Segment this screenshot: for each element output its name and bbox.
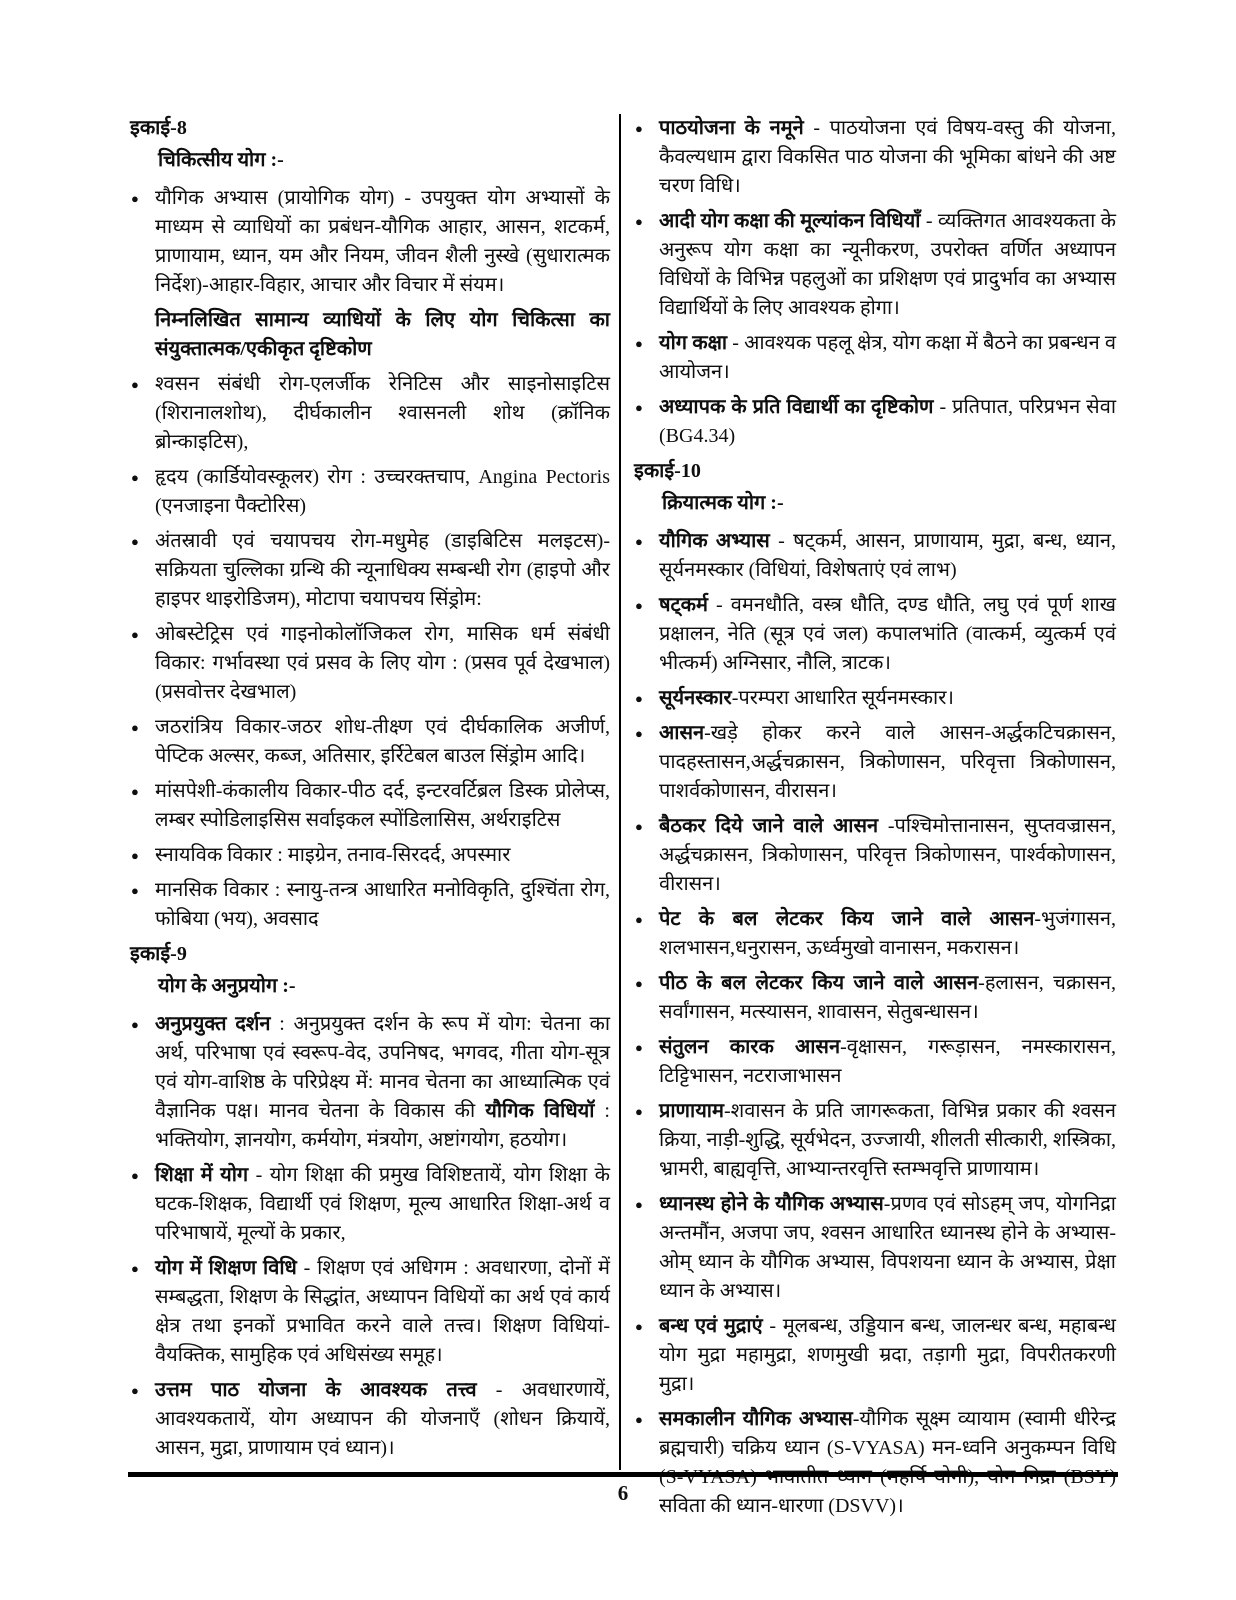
- bullet-icon: ●: [131, 883, 139, 898]
- section-heading: [634, 489, 1116, 518]
- bullet-icon: ●: [131, 534, 139, 549]
- text-segment: -प्रणव एवं सोऽहम् जप, योगनिद्रा अन्तमौंन, अजपा जप, श्वसन आधारित ध्यानस्थ होने के अभ्यास-ओम् ध्यान के यौगिक अभ्यास, विपशयना ध्यान के अभ्यास, प्रेक्षा ध्यान के अभ्यास।: [659, 1193, 1116, 1302]
- text-segment: ध्यानस्थ होने के यौगिक अभ्यास: [659, 1193, 884, 1215]
- bullet-continuation: [130, 306, 610, 364]
- text-segment: -शवासन के प्रति जागरूकता, विभिन्न प्रकार की श्वसन क्रिया, नाड़ी-शुद्धि, सूर्यभेदन, उज्जायी, शीलती सीत्कारी, शस्त्रिका, भ्रामरी, बाह्यवृत्ति, आभ्यान्तरवृत्ति स्तम्भवृत्ति प्राणायाम।: [659, 1100, 1116, 1180]
- text-segment: इकाई-8: [130, 117, 187, 139]
- bullet-item: [634, 393, 1116, 451]
- text-segment: बैठकर दिये जाने वाले आसन: [659, 815, 879, 837]
- right-column: [621, 114, 1117, 1517]
- text-segment: - अवधारणायें, आवश्यकतायें, योग अध्यापन की योजनाएँ (शोधन क्रियायें, आसन, मुद्रा, प्राणायाम एवं ध्यान)।: [155, 1379, 610, 1459]
- bullet-item: [634, 905, 1116, 963]
- bullet-item: [634, 329, 1116, 387]
- text-segment: प्राणायाम: [659, 1100, 724, 1122]
- bullet-icon: ●: [635, 534, 643, 549]
- bullet-item: [130, 1254, 610, 1370]
- page-content: [130, 114, 1117, 1517]
- bullet-icon: ●: [131, 470, 139, 485]
- text-segment: - प्रतिपात, परिप्रभन सेवा (BG4.34): [659, 396, 1116, 447]
- text-segment: यौगिक अभ्यास (प्रायोगिक योग) - उपयुक्त योग अभ्यासों के माध्यम से व्याधियों का प्रबंधन-यौगिक आहार, आसन, शटकर्म, प्राणायाम, ध्यान, यम और नियम, जीवन शैली नुस्खे (सुधारात्मक निर्देश)-आहार-विहार, आचार और विचार में संयम।: [155, 187, 610, 296]
- text-segment: षट्कर्म: [659, 594, 708, 616]
- text-segment: -पश्चिमोत्तानासन, सुप्तवज्रासन, अर्द्धचक्रासन, त्रिकोणासन, परिवृत्त त्रिकोणासन, पार्श्वकोणासन, वीरासन।: [659, 815, 1116, 895]
- bullet-item: [634, 207, 1116, 323]
- bullet-icon: ●: [131, 377, 139, 392]
- bullet-item: [130, 777, 610, 835]
- text-segment: अनुप्रयुक्त दर्शन: [155, 1013, 271, 1035]
- bullet-item: [634, 114, 1116, 201]
- bullet-icon: ●: [131, 627, 139, 642]
- text-segment: मानसिक विकार : स्नायु-तन्त्र आधारित मनोविकृति, दुश्चिंता रोग, फोबिया (भय), अवसाद: [155, 879, 610, 930]
- text-segment: -यौगिक सूक्ष्म व्यायाम (स्वामी धीरेन्द्र ब्रह्मचारी) चक्रिय ध्यान (S-VYASA) मन-ध्वनि अनुकम्पन विधि (S-VYASA) भावातीत ध्यान (महर्षि योगी), योग निद्रा (BSY) सविता की ध्यान-धारणा (DSVV)।: [659, 1408, 1117, 1517]
- text-segment: - व्यक्तिगत आवश्यकता के अनुरूप योग कक्षा का न्यूनीकरण, उपरोक्त वर्णित अध्यापन विधियों के विभिन्न पहलुओं का प्रशिक्षण एवं प्रादुर्भाव का अभ्यास विद्यार्थियों के लिए आवश्यक होगा।: [659, 210, 1116, 319]
- bullet-item: [634, 1190, 1116, 1306]
- bullet-item: [130, 1010, 610, 1155]
- text-segment: : अनुप्रयुक्त दर्शन के रूप में योग: चेतना का अर्थ, परिभाषा एवं स्वरूप-वेद, उपनिषद, भगवद, गीता योग-सूत्र एवं योग-वाशिष्ठ के परिप्रेक्ष्य में: मानव चेतना का आध्यात्मिक एवं वैज्ञानिक पक्ष। मानव चेतना के विकास की: [155, 1013, 610, 1122]
- text-segment: शिक्षा में योग: [155, 1164, 249, 1186]
- bullet-icon: ●: [635, 912, 643, 927]
- bullet-item: [634, 719, 1116, 806]
- bullet-icon: ●: [131, 1017, 139, 1032]
- bullet-icon: ●: [131, 1261, 139, 1276]
- page-number: 6: [617, 1481, 629, 1505]
- bullet-icon: ●: [635, 1104, 643, 1119]
- bullet-icon: ●: [635, 400, 643, 415]
- text-segment: -परम्परा आधारित सूर्यनमस्कार।: [731, 687, 954, 709]
- bullet-item: [634, 969, 1116, 1027]
- bullet-item: [130, 713, 610, 771]
- bullet-item: [130, 184, 610, 300]
- bullet-icon: ●: [131, 191, 139, 206]
- text-segment: योग के अनुप्रयोग :-: [158, 975, 296, 997]
- bullet-icon: ●: [131, 784, 139, 799]
- text-segment: संतुलन कारक आसन: [659, 1036, 841, 1058]
- bullet-item: [634, 1033, 1116, 1091]
- text-segment: इकाई-9: [130, 943, 187, 965]
- bullet-icon: ●: [635, 214, 643, 229]
- text-segment: इकाई-10: [634, 460, 701, 482]
- text-segment: पाठयोजना के नमूने: [659, 117, 804, 139]
- text-segment: अंतस्रावी एवं चयापचय रोग-मधुमेह (डाइबिटिस मलइटस)- सक्रियता चुल्लिका ग्रन्थि की न्यूनाधिक्य सम्बन्धी रोग (हाइपो और हाइपर थाइरोडिजम), मोटापा चयापचय सिंड्रोम:: [155, 530, 610, 610]
- text-segment: आसन: [659, 722, 705, 744]
- unit-heading: [634, 457, 1116, 486]
- section-heading: [130, 972, 610, 1001]
- bullet-item: [130, 1376, 610, 1463]
- text-segment: ओबस्टेट्रिस एवं गाइनोकोलॉजिकल रोग, मासिक धर्म संबंधी विकार: गर्भावस्था एवं प्रसव के लिए योग : (प्रसव पूर्व देखभाल) (प्रसवोत्तर देखभाल): [155, 623, 610, 703]
- bullet-item: [634, 1097, 1116, 1184]
- bullet-icon: ●: [131, 1383, 139, 1398]
- text-segment: -हलासन, चक्रासन, सर्वांगासन, मत्स्यासन, शावासन, सेतुबन्धासन।: [659, 972, 1116, 1023]
- text-segment: - वमनधौति, वस्त्र धौति, दण्ड धौति, लघु एवं पूर्ण शाख प्रक्षालन, नेति (सूत्र एवं जल) कपालभांति (वात्कर्म, व्युत्कर्म एवं भीत्कर्म) अग्निसार, नौलि, त्राटक।: [659, 594, 1116, 674]
- text-segment: - शिक्षण एवं अधिगम : अवधारणा, दोनों में सम्बद्धता, शिक्षण के सिद्धांत, अध्यापन विधियों का अर्थ एवं कार्य क्षेत्र तथा इनकों प्रभावित करने वाले तत्त्व। शिक्षण विधियां- वैयक्तिक, सामुहिक एवं अधिसंख्य समूह।: [155, 1257, 610, 1366]
- text-segment: चिकित्सीय योग :-: [158, 149, 284, 171]
- left-column: [130, 114, 619, 1470]
- bullet-item: [130, 876, 610, 934]
- bullet-item: [634, 1312, 1116, 1399]
- bullet-icon: ●: [635, 976, 643, 991]
- text-segment: -खड़े होकर करने वाले आसन-अर्द्धकटिचक्रासन, पादहस्तासन,अर्द्धचक्रासन, त्रिकोणासन, परिवृत्ता त्रिकोणासन, पाशर्वकोणासन, वीरासन।: [659, 722, 1116, 802]
- bullet-item: [634, 591, 1116, 678]
- bullet-icon: ●: [635, 819, 643, 834]
- text-segment: समकालीन यौगिक अभ्यास: [659, 1408, 853, 1430]
- text-segment: सूर्यनस्कार: [659, 687, 732, 709]
- text-segment: - योग शिक्षा की प्रमुख विशिष्टतायें, योग शिक्षा के घटक-शिक्षक, विद्यार्थी एवं शिक्षण, मूल्य आधारित शिक्षा-अर्थ व परिभाषायें, मूल्यों के प्रकार,: [155, 1164, 610, 1244]
- text-segment: आदी योग कक्षा की मूल्यांकन विधियाँ: [659, 210, 921, 232]
- bullet-item: [634, 684, 1116, 713]
- bullet-icon: ●: [635, 598, 643, 613]
- bullet-item: [130, 841, 610, 870]
- bullet-icon: ●: [635, 121, 643, 136]
- text-segment: - पाठयोजना एवं विषय-वस्तु की योजना, कैवल्यधाम द्वारा विकसित पाठ योजना की भूमिका बांधने की अष्ट चरण विधि।: [659, 117, 1116, 197]
- bullet-icon: ●: [131, 848, 139, 863]
- section-heading: [130, 146, 610, 175]
- bullet-item: [130, 527, 610, 614]
- bullet-item: [130, 463, 610, 521]
- bullet-icon: ●: [635, 336, 643, 351]
- bullet-item: [130, 370, 610, 457]
- unit-heading: [130, 114, 610, 143]
- text-segment: बन्ध एवं मुद्राएं: [659, 1315, 763, 1337]
- bullet-item: [634, 527, 1116, 585]
- text-segment: यौगिक विधियॉ: [485, 1100, 595, 1122]
- bullet-icon: ●: [635, 1319, 643, 1334]
- bullet-item: [130, 620, 610, 707]
- bullet-item: [130, 1161, 610, 1248]
- text-segment: - षट्कर्म, आसन, प्राणायाम, मुद्रा, बन्ध, ध्यान, सूर्यनमस्कार (विधियां, विशेषताएं एवं लाभ): [659, 530, 1116, 581]
- text-segment: जठरांत्रिय विकार-जठर शोध-तीक्ष्ण एवं दीर्घकालिक अजीर्ण, पेप्टिक अल्सर, कब्ज, अतिसार, इर्रिटेबल बाउल सिंड्रोम आदि।: [155, 716, 610, 767]
- text-segment: -भुजंगासन, शलभासन,धनुरासन, ऊर्ध्वमुखो वानासन, मकरासन।: [659, 908, 1116, 959]
- text-segment: अध्यापक के प्रति विद्यार्थी का दृष्टिकोण: [659, 396, 934, 418]
- text-segment: : भक्तियोग, ज्ञानयोग, कर्मयोग, मंत्रयोग, अष्टांगयोग, हठयोग।: [155, 1100, 610, 1151]
- bullet-icon: ●: [635, 691, 643, 706]
- text-segment: उत्तम पाठ योजना के आवश्यक तत्त्व: [155, 1379, 477, 1401]
- text-segment: श्वसन संबंधी रोग-एलर्जीक रेनिटिस और साइनोसाइटिस (शिरानालशोथ), दीर्घकालीन श्वासनली शोथ (क्रॉनिक ब्रोन्काइटिस),: [155, 373, 610, 453]
- text-segment: पेट के बल लेटकर किय जाने वाले आसन: [659, 908, 1035, 930]
- bullet-item: [634, 812, 1116, 899]
- text-segment: मांसपेशी-कंकालीय विकार-पीठ दर्द, इन्टरवर्टिब्रल डिस्क प्रोलेप्स, लम्बर स्पोडिलाइसिस सर्वाइकल स्पोंडिलासिस, अर्थराइटिस: [155, 780, 610, 831]
- text-segment: योग में शिक्षण विधि: [155, 1257, 297, 1279]
- text-segment: निम्नलिखित सामान्य व्याधियों के लिए योग चिकित्सा का संयुक्तात्मक/एकीकृत दृष्टिकोण: [155, 309, 610, 360]
- text-segment: - आवश्यक पहलू क्षेत्र, योग कक्षा में बैठने का प्रबन्धन व आयोजन।: [659, 332, 1116, 383]
- text-segment: स्नायविक विकार : माइग्रेन, तनाव-सिरदर्द, अपस्मार: [155, 844, 511, 866]
- text-segment: -वृक्षासन, गरूड़ासन, नमस्कारासन, टिट्टिभासन, नटराजाभासन: [659, 1036, 1116, 1087]
- unit-heading: [130, 940, 610, 969]
- text-segment: यौगिक अभ्यास: [659, 530, 770, 552]
- text-segment: हृदय (कार्डियोवस्कूलर) रोग : उच्चरक्तचाप, Angina Pectoris (एनजाइना पैक्टोरिस): [155, 466, 610, 517]
- text-segment: क्रियात्मक योग :-: [662, 492, 784, 514]
- bullet-icon: ●: [131, 720, 139, 735]
- bullet-icon: ●: [635, 1197, 643, 1212]
- bullet-icon: ●: [131, 1168, 139, 1183]
- text-segment: - मूलबन्ध, उड्डियान बन्ध, जालन्धर बन्ध, महाबन्ध योग मुद्रा महामुद्रा, शणमुखी म्रदा, तड़ागी मुद्रा, विपरीतकरणी मुद्रा।: [659, 1315, 1116, 1395]
- bullet-icon: ●: [635, 1040, 643, 1055]
- text-segment: पीठ के बल लेटकर किय जाने वाले आसन: [659, 972, 979, 994]
- text-segment: योग कक्षा: [659, 332, 728, 354]
- bullet-icon: ●: [635, 1412, 643, 1427]
- footer-rule: [128, 1472, 1118, 1477]
- bullet-icon: ●: [635, 726, 643, 741]
